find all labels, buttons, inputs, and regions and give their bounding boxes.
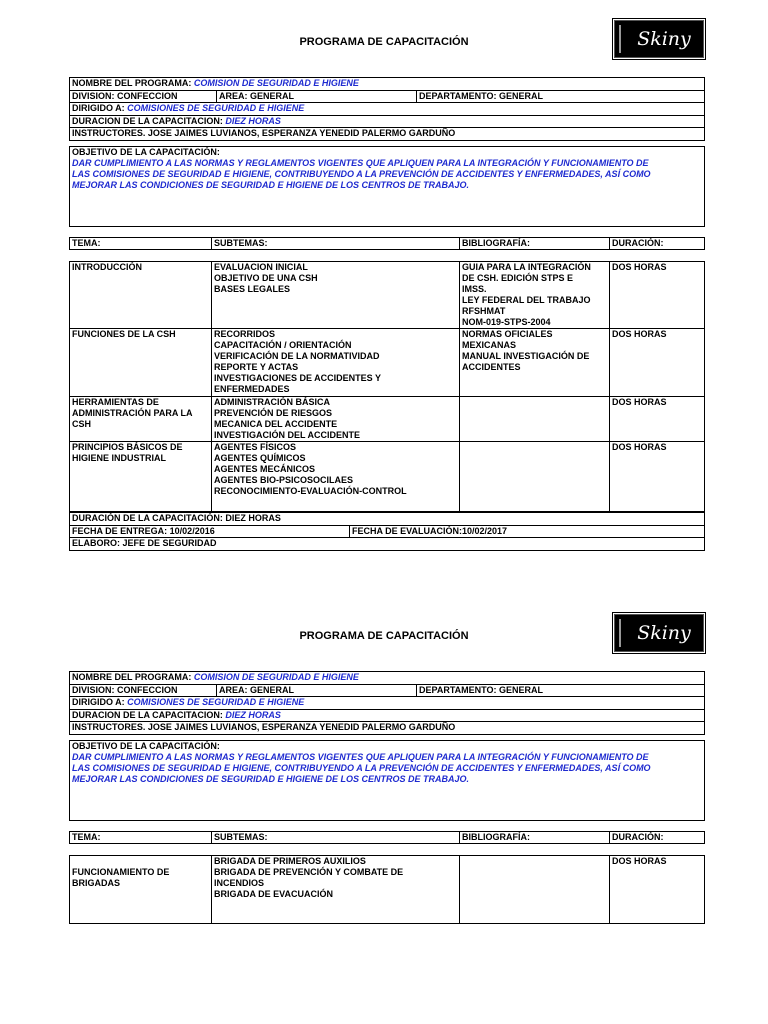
- subtopic-text: INVESTIGACIÓN DEL ACCIDENTE: [214, 430, 361, 440]
- objective-line: MEJORAR LAS CONDICIONES DE SEGURIDAD E HIGIENE DE LOS CENTROS DE TRABAJO.: [72, 180, 470, 190]
- header-subtemas: SUBTEMAS:: [211, 832, 459, 843]
- subtopic-text: BRIGADA DE EVACUACIÓN: [214, 889, 334, 899]
- bibliography-text: NORMAS OFICIALES: [462, 329, 553, 339]
- bibliography-text: LEY FEDERAL DEL TRABAJO: [462, 295, 591, 305]
- area-cell: AREA: GENERAL: [216, 685, 416, 697]
- topic-text: [72, 856, 209, 867]
- footer-duration: DURACIÓN DE LA CAPACITACIÓN: DIEZ HORAS: [72, 513, 281, 523]
- subtopic-text: INCENDIOS: [214, 878, 265, 888]
- division-row: [70, 91, 704, 104]
- header-bibliografia: BIBLIOGRAFÍA:: [459, 238, 609, 249]
- objective-line: LAS COMISIONES DE SEGURIDAD E HIGIENE, CONTRIBUYENDO A LA PREVENCIÓN DE ACCIDENTES Y ENFERMEDADES, ASÍ COMO: [72, 763, 651, 773]
- topics-table: [69, 855, 705, 924]
- table-row: [70, 442, 704, 511]
- header-subtemas: SUBTEMAS:: [211, 238, 459, 249]
- directed-to-row: [70, 697, 704, 710]
- header-bibliografia: BIBLIOGRAFÍA:: [459, 832, 609, 843]
- subtopic-text: CAPACITACIÓN / ORIENTACIÓN: [214, 340, 352, 350]
- division-cell: DIVISION: CONFECCION: [72, 90, 178, 101]
- subtopic-text: BRIGADA DE PREVENCIÓN Y COMBATE DE: [214, 867, 404, 877]
- subtopic-text: BRIGADA DE PRIMEROS AUXILIOS: [214, 856, 366, 866]
- topic-text: BRIGADAS: [72, 878, 121, 888]
- directed-to-row: [70, 103, 704, 116]
- subtopic-text: PREVENCIÓN DE RIESGOS: [214, 408, 333, 418]
- bibliography-text: RFSHMAT: [462, 306, 506, 316]
- logo-wordmark: Skiny: [637, 622, 691, 644]
- subtopic-text: MECANICA DEL ACCIDENTE: [214, 419, 338, 429]
- skiny-logo: [614, 614, 704, 652]
- page-title: PROGRAMA DE CAPACITACIÓN: [299, 630, 469, 642]
- footer-table: [69, 512, 705, 551]
- logo-stripe: [619, 25, 621, 53]
- objective-text: [70, 158, 704, 191]
- objective-label: OBJETIVO DE LA CAPACITACIÓN:: [72, 741, 220, 751]
- subtopic-text: AGENTES MECÁNICOS: [214, 464, 316, 474]
- directed-to-value: COMISIONES DE SEGURIDAD E HIGIENE: [127, 697, 305, 707]
- duration-row: [70, 710, 704, 723]
- topic-text: HIGIENE INDUSTRIAL: [72, 453, 167, 463]
- footer-author-row: [70, 538, 704, 550]
- program-info-table: [69, 77, 705, 141]
- bibliography-text: MEXICANAS: [462, 340, 517, 350]
- delivery-date: FECHA DE ENTREGA: 10/02/2016: [72, 525, 215, 536]
- instructors-cell: INSTRUCTORES. JOSE JAIMES LUVIANOS, ESPERANZA YENEDID PALERMO GARDUÑO: [72, 722, 456, 732]
- topics-header: [69, 237, 705, 250]
- objective-line: DAR CUMPLIMIENTO A LAS NORMAS Y REGLAMENTOS VIGENTES QUE APLIQUEN PARA LA INTEGRACIÓN Y FUNCIONAMIENTO DE: [72, 752, 649, 762]
- logo-stripe: [619, 619, 621, 647]
- instructors-cell: INSTRUCTORES. JOSE JAIMES LUVIANOS, ESPERANZA YENEDID PALERMO GARDUÑO: [72, 128, 456, 138]
- directed-to-value: COMISIONES DE SEGURIDAD E HIGIENE: [127, 103, 305, 113]
- topics-header: [69, 831, 705, 844]
- bibliography-text: MANUAL INVESTIGACIÓN DE: [462, 351, 590, 361]
- program-name-row: [70, 672, 704, 685]
- bibliography-text: IMSS.: [462, 284, 487, 294]
- header-tema: TEMA:: [72, 238, 101, 248]
- objective-box: [69, 146, 705, 227]
- prepared-by: ELABORO: JEFE DE SEGURIDAD: [72, 538, 217, 548]
- topic-text: INTRODUCCIÓN: [72, 262, 142, 272]
- topic-text: PRINCIPIOS BÁSICOS DE: [72, 442, 183, 452]
- program-name-value: COMISION DE SEGURIDAD E HIGIENE: [193, 78, 359, 88]
- subtopic-text: ENFERMEDADES: [214, 384, 290, 394]
- logo-wordmark: Skiny: [637, 28, 691, 50]
- duration-text: DOS HORAS: [612, 442, 667, 452]
- topic-text: HERRAMIENTAS DE: [72, 397, 159, 407]
- division-cell: DIVISION: CONFECCION: [72, 684, 178, 695]
- subtopic-text: INVESTIGACIONES DE ACCIDENTES Y: [214, 373, 382, 383]
- subtopic-text: AGENTES QUÍMICOS: [214, 453, 306, 463]
- bibliography-text: GUIA PARA LA INTEGRACIÓN: [462, 262, 591, 272]
- program-name-label: NOMBRE DEL PROGRAMA:: [72, 672, 194, 682]
- table-row: [70, 262, 704, 329]
- topic-text: CSH: [72, 419, 92, 429]
- instructors-row: [70, 128, 704, 140]
- directed-to-label: DIRIGIDO A:: [72, 697, 128, 707]
- duration-text: DOS HORAS: [612, 856, 667, 866]
- duration-text: DOS HORAS: [612, 329, 667, 339]
- subtopic-text: VERIFICACIÓN DE LA NORMATIVIDAD: [214, 351, 380, 361]
- duration-text: DOS HORAS: [612, 397, 667, 407]
- duration-value: DIEZ HORAS: [225, 115, 281, 126]
- table-row: [70, 397, 704, 442]
- bibliography-text: DE CSH. EDICIÓN STPS E: [462, 273, 574, 283]
- subtopic-text: AGENTES BIO-PSICOSOCILAES: [214, 475, 354, 485]
- subtopic-text: EVALUACION INICIAL: [214, 262, 308, 272]
- directed-to-label: DIRIGIDO A:: [72, 103, 128, 113]
- evaluation-date: FECHA DE EVALUACIÓN:10/02/2017: [349, 526, 704, 538]
- objective-label: OBJETIVO DE LA CAPACITACIÓN:: [72, 147, 220, 157]
- subtopic-text: OBJETIVO DE UNA CSH: [214, 273, 318, 283]
- table-row: [70, 856, 704, 923]
- subtopic-text: REPORTE Y ACTAS: [214, 362, 299, 372]
- program-name-label: NOMBRE DEL PROGRAMA:: [72, 78, 194, 88]
- topic-text: ADMINISTRACIÓN PARA LA: [72, 408, 193, 418]
- duration-value: DIEZ HORAS: [225, 709, 281, 720]
- objective-line: LAS COMISIONES DE SEGURIDAD E HIGIENE, CONTRIBUYENDO A LA PREVENCIÓN DE ACCIDENTES Y ENFERMEDADES, ASÍ COMO: [72, 169, 651, 179]
- program-info-table: [69, 671, 705, 735]
- objective-line: DAR CUMPLIMIENTO A LAS NORMAS Y REGLAMENTOS VIGENTES QUE APLIQUEN PARA LA INTEGRACIÓN Y FUNCIONAMIENTO DE: [72, 158, 649, 168]
- topic-text: FUNCIONES DE LA CSH: [72, 329, 176, 339]
- bibliography-text: NOM-019-STPS-2004: [462, 317, 551, 327]
- objective-text: [70, 752, 704, 785]
- subtopic-text: AGENTES FÍSICOS: [214, 442, 297, 452]
- subtopic-text: ADMINISTRACIÓN BÁSICA: [214, 397, 330, 407]
- program-name-row: [70, 78, 704, 91]
- department-cell: DEPARTAMENTO: GENERAL: [416, 91, 704, 103]
- header-duracion: DURACIÓN:: [609, 832, 704, 843]
- duration-row: [70, 116, 704, 129]
- footer-duration-row: [70, 513, 704, 526]
- page-title: PROGRAMA DE CAPACITACIÓN: [299, 36, 469, 48]
- skiny-logo: [614, 20, 704, 58]
- topic-text: FUNCIONAMIENTO DE: [72, 867, 170, 877]
- duration-label: DURACION DE LA CAPACITACION:: [72, 709, 226, 720]
- instructors-row: [70, 722, 704, 734]
- footer-dates-row: [70, 526, 704, 539]
- subtopic-text: BASES LEGALES: [214, 284, 291, 294]
- header-tema: TEMA:: [72, 832, 101, 842]
- objective-line: MEJORAR LAS CONDICIONES DE SEGURIDAD E HIGIENE DE LOS CENTROS DE TRABAJO.: [72, 774, 470, 784]
- topics-table: [69, 261, 705, 512]
- table-row: [70, 329, 704, 397]
- area-cell: AREA: GENERAL: [216, 91, 416, 103]
- bibliography-text: ACCIDENTES: [462, 362, 521, 372]
- duration-label: DURACION DE LA CAPACITACION:: [72, 115, 226, 126]
- subtopic-text: RECONOCIMIENTO-EVALUACIÓN-CONTROL: [214, 486, 407, 496]
- objective-box: [69, 740, 705, 821]
- header-duracion: DURACIÓN:: [609, 238, 704, 249]
- program-name-value: COMISION DE SEGURIDAD E HIGIENE: [193, 672, 359, 682]
- department-cell: DEPARTAMENTO: GENERAL: [416, 685, 704, 697]
- duration-text: DOS HORAS: [612, 262, 667, 272]
- subtopic-text: RECORRIDOS: [214, 329, 276, 339]
- division-row: [70, 685, 704, 698]
